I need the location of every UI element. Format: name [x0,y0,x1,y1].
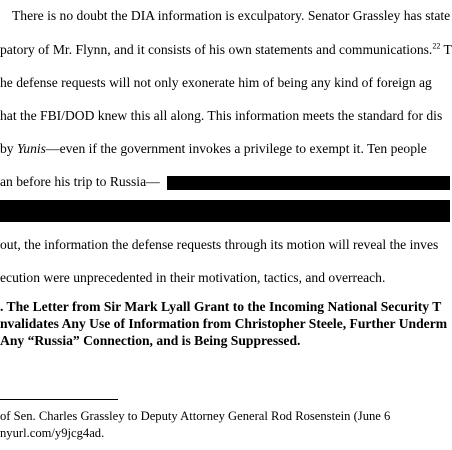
body-line-3: he defense requests will not only exonerate him of being any kind of foreign ag [0,75,432,90]
body-line-2 [0,42,452,58]
section-heading-line-2: nvalidates Any Use of Information from Christopher Steele, Further Underm [0,316,448,331]
body-line-1: There is no doubt the DIA information is exculpatory. Senator Grassley has state [12,8,451,23]
body-line-5-lead: by [0,141,17,156]
footnote-line-2: nyurl.com/y9jcg4ad. [0,426,105,440]
footnote-separator [0,399,118,400]
body-line-4: hat the FBI/DOD knew this all along. This information meets the standard for dis [0,108,443,123]
body-line-2-text: patory of Mr. Flynn, and it consists of his own statements and communications. [0,42,433,57]
body-line-5 [0,141,427,157]
footnote-ref-22: 22 [432,41,441,51]
redaction-bar-2 [0,200,450,222]
body-line-6: an before his trip to Russia— [0,174,160,189]
case-name-yunis: Yunis [17,141,46,156]
body-line-5-text: —even if the government invokes a privilege to exempt it. Ten people [45,141,427,156]
body-line-8: ecution were unprecedented in their motivation, tactics, and overreach. [0,270,386,285]
body-line-7: out, the information the defense requests through its motion will reveal the inves [0,237,439,252]
body-line-2-tail: T [440,42,452,57]
footnote-line-1: of Sen. Charles Grassley to Deputy Attorney General Rod Rosenstein (June 6 [0,409,391,423]
section-heading-line-1: . The Letter from Sir Mark Lyall Grant to the Incoming National Security T [0,299,442,314]
redaction-bar-1 [167,176,450,190]
section-heading-line-3: Any “Russia” Connection, and is Being Suppressed. [0,333,301,348]
